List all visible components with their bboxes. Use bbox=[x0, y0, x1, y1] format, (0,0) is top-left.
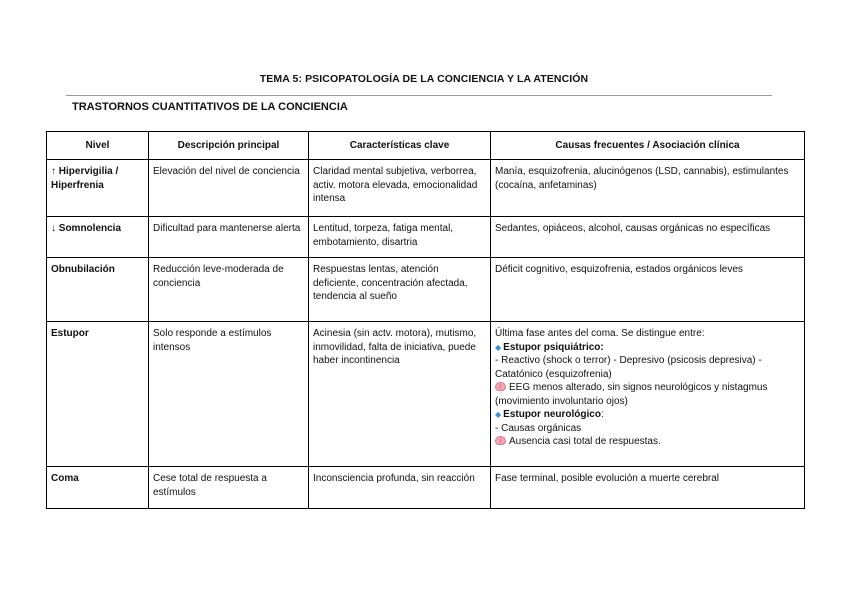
level-cell: Coma bbox=[47, 467, 149, 509]
neurological-stupor-colon: : bbox=[600, 409, 604, 420]
header-causes: Causas frecuentes / Asociación clínica bbox=[491, 132, 805, 160]
consciousness-disorders-table bbox=[46, 131, 805, 509]
causes-cell: Fase terminal, posible evolución a muerte cerebral bbox=[491, 467, 805, 509]
table-row bbox=[47, 217, 805, 258]
neurological-stupor-title: Estupor neurológico bbox=[503, 409, 601, 420]
description-cell: Reducción leve-moderada de conciencia bbox=[149, 258, 309, 322]
table-row bbox=[47, 160, 805, 217]
description-cell: Dificultad para mantenerse alerta bbox=[149, 217, 309, 258]
causes-cell: Sedantes, opiáceos, alcohol, causas orgánicas no específicas bbox=[491, 217, 805, 258]
table-row bbox=[47, 258, 805, 322]
header-description: Descripción principal bbox=[149, 132, 309, 160]
neurological-note-text: Ausencia casi total de respuestas. bbox=[509, 436, 661, 447]
header-level: Nivel bbox=[47, 132, 149, 160]
brain-icon bbox=[495, 382, 506, 391]
neurological-stupor-note bbox=[495, 435, 800, 449]
features-cell: Lentitud, torpeza, fatiga mental, embotamiento, disartria bbox=[309, 217, 491, 258]
psychiatric-stupor-note bbox=[495, 381, 800, 408]
brain-icon bbox=[495, 436, 506, 445]
description-cell: Elevación del nivel de conciencia bbox=[149, 160, 309, 217]
table-row bbox=[47, 467, 805, 509]
table-header-row bbox=[47, 132, 805, 160]
header-features: Características clave bbox=[309, 132, 491, 160]
small-blue-diamond-icon: ◆ bbox=[495, 410, 502, 419]
features-cell: Acinesia (sin actv. motora), mutismo, inmovilidad, falta de iniciativa, puede haber incontinencia bbox=[309, 322, 491, 467]
description-cell: Solo responde a estímulos intensos bbox=[149, 322, 309, 467]
causes-cell: Manía, esquizofrenia, alucinógenos (LSD, cannabis), estimulantes (cocaína, anfetaminas) bbox=[491, 160, 805, 217]
level-cell: Obnubilación bbox=[47, 258, 149, 322]
small-blue-diamond-icon: ◆ bbox=[495, 342, 502, 352]
title-divider bbox=[66, 95, 772, 96]
psychiatric-stupor-types: - Reactivo (shock o terror) - Depresivo (psicosis depresiva) - Catatónico (esquizofrenia) bbox=[495, 355, 762, 380]
section-title: TRASTORNOS CUANTITATIVOS DE LA CONCIENCIA bbox=[72, 101, 348, 113]
level-cell: ↓ Somnolencia bbox=[47, 217, 149, 258]
causes-cell: Déficit cognitivo, esquizofrenia, estados orgánicos leves bbox=[491, 258, 805, 322]
features-cell: Claridad mental subjetiva, verborrea, activ. motora elevada, emocionalidad intensa bbox=[309, 160, 491, 217]
neurological-stupor-heading bbox=[495, 408, 800, 422]
psychiatric-stupor-title: Estupor psiquiátrico: bbox=[503, 341, 604, 353]
neurological-stupor-causes: - Causas orgánicas bbox=[495, 422, 582, 434]
stupor-intro: Última fase antes del coma. Se distingue entre: bbox=[495, 328, 705, 339]
level-cell: ↑ Hipervigilia / Hiperfrenia bbox=[47, 160, 149, 217]
features-cell: Respuestas lentas, atención deficiente, concentración afectada, tendencia al sueño bbox=[309, 258, 491, 322]
causes-cell bbox=[491, 322, 805, 467]
psychiatric-note-text: EEG menos alterado, sin signos neurológicos y nistagmus (movimiento involuntario ojos) bbox=[495, 382, 768, 407]
features-cell: Inconsciencia profunda, sin reacción bbox=[309, 467, 491, 509]
psychiatric-stupor-heading bbox=[495, 341, 800, 355]
description-cell: Cese total de respuesta a estímulos bbox=[149, 467, 309, 509]
document-title: TEMA 5: PSICOPATOLOGÍA DE LA CONCIENCIA Y LA ATENCIÓN bbox=[259, 73, 589, 85]
level-cell: Estupor bbox=[47, 322, 149, 467]
table-row bbox=[47, 322, 805, 467]
